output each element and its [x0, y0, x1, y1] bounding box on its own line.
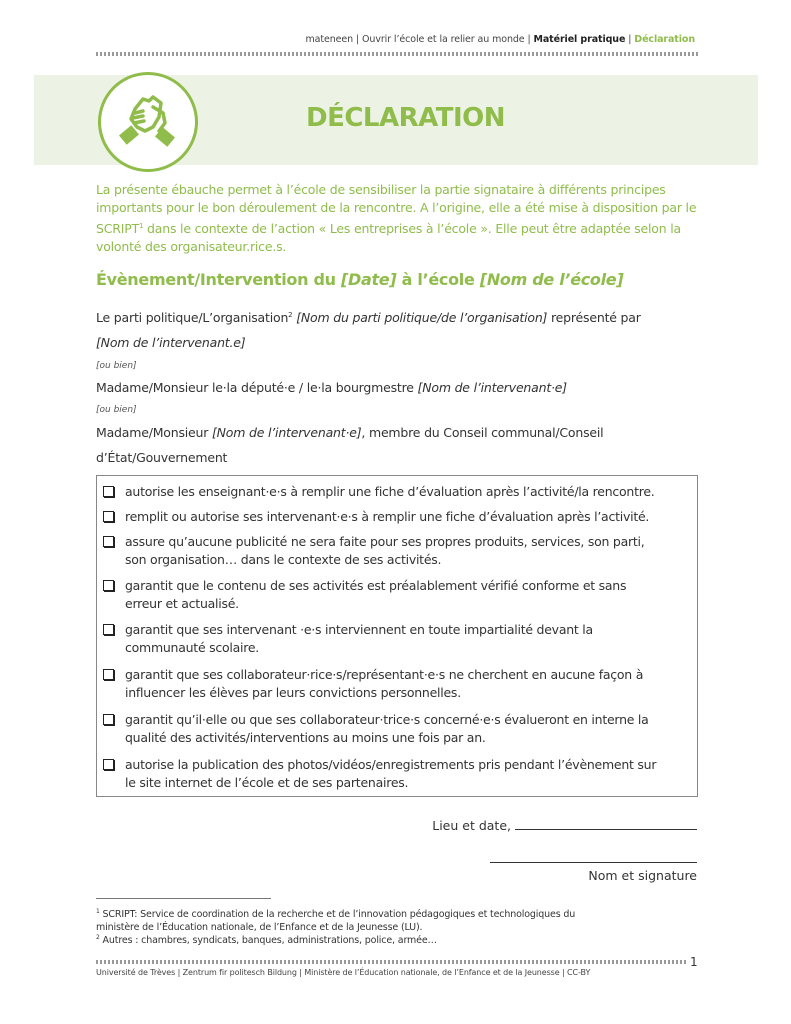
checkbox[interactable] [103, 759, 114, 770]
header-separator: | [356, 34, 360, 45]
intro-text: La présente ébauche permet à l’école de sensibiliser la partie signataire à différents principes importants pour le bon déroulement de la rencontre. A l’origine, elle a été mise à disposition par le SCRIPT [96, 182, 697, 237]
footnote-number: 2 [96, 934, 100, 941]
checkbox[interactable] [103, 511, 114, 522]
page-header [306, 34, 696, 45]
item-text: garantit que ses intervenant ·e·s interviennent en toute impartialité devant la [125, 622, 593, 637]
speaker-placeholder: [Nom de l’intervenant.e] [96, 335, 246, 350]
body-line [96, 310, 641, 325]
item-text: erreur et actualisé. [125, 596, 239, 611]
speaker-placeholder: [Nom de l’intervenant·e] [211, 425, 362, 440]
checkbox[interactable] [103, 536, 114, 547]
item-text: qualité des activités/interventions au moins une fois par an. [125, 730, 486, 745]
body-text: Madame/Monsieur [96, 425, 212, 440]
item-text: autorise la publication des photos/vidéos/enregistrements pris pendant l’évènement sur [125, 757, 657, 772]
header-category: Matériel pratique [533, 34, 626, 45]
item-text: garantit que le contenu de ses activités est préalablement vérifié conforme et sans [125, 578, 627, 593]
or-label: [ou bien] [96, 361, 137, 371]
footnote-divider [96, 898, 271, 899]
footnote-ref: 2 [288, 310, 293, 319]
footnote-text: Autres : chambres, syndicats, banques, administrations, police, armée… [99, 935, 437, 947]
footnote-ref: 1 [139, 222, 144, 230]
item-text: le site internet de l’école et de ses partenaires. [125, 775, 409, 790]
header-current: Déclaration [634, 34, 695, 45]
place-date-line[interactable] [515, 818, 697, 830]
footer-divider [96, 960, 686, 964]
item-text: garantit qu’il·elle ou que ses collaborateur·trice·s concerné·e·s évalueront en interne la [125, 712, 649, 727]
item-text: remplit ou autorise ses intervenant·e·s à remplir une fiche d’évaluation après l’activité. [125, 509, 650, 524]
body-line [96, 335, 245, 350]
page-footer: Université de Trèves | Zentrum fir politesch Bildung | Ministère de l’Éducation nationale, de l’Enfance et de la Jeunesse | CC-BY [96, 968, 591, 977]
checkbox[interactable] [103, 580, 114, 591]
signature-label: Nom et signature [588, 868, 697, 883]
or-label: [ou bien] [96, 405, 137, 415]
footnote-number: 1 [96, 908, 100, 915]
checkbox[interactable] [103, 669, 114, 680]
date-placeholder: [Date] [340, 270, 397, 289]
item-text: garantit que ses collaborateur·rice·s/représentant·e·s ne cherchent en aucune façon à [125, 667, 644, 682]
commitments-box [96, 475, 698, 797]
item-text: son organisation… dans le contexte de ses activités. [125, 552, 442, 567]
body-line: d’État/Gouvernement [96, 450, 228, 465]
header-separator: | [628, 34, 632, 45]
checkbox[interactable] [103, 624, 114, 635]
speaker-placeholder: [Nom de l’intervenant·e] [417, 380, 567, 395]
checklist-item[interactable] [103, 756, 693, 792]
header-divider [96, 52, 700, 56]
checkbox[interactable] [103, 714, 114, 725]
body-line [96, 380, 567, 395]
checklist-item[interactable] [103, 666, 693, 702]
footnote-text: SCRIPT: Service de coordination de la recherche et de l’innovation pédagogiques et technologiques du [99, 909, 576, 921]
body-text: représenté par [547, 310, 641, 325]
page-number: 1 [690, 955, 698, 969]
intro-text: dans le contexte de l’action « Les entreprises à l’école ». Elle peut être adaptée selon la volonté des organisateur.rice.s. [96, 221, 681, 255]
checklist-item[interactable] [103, 533, 693, 569]
header-separator: | [527, 34, 531, 45]
checklist-item[interactable] [103, 508, 693, 526]
item-text: communauté scolaire. [125, 640, 260, 655]
checkbox[interactable] [103, 486, 114, 497]
place-date-field[interactable] [432, 818, 697, 833]
org-placeholder: [Nom du parti politique/de l’organisation] [292, 310, 548, 325]
org-label: Le parti politique/L’organisation [96, 310, 289, 325]
item-text: autorise les enseignant·e·s à remplir une fiche d’évaluation après l’activité/la rencontre. [125, 484, 655, 499]
place-date-label: Lieu et date, [432, 818, 511, 833]
header-brand: mateneen [305, 34, 354, 45]
body-line [96, 425, 603, 440]
item-text: influencer les élèves par leurs convictions personnelles. [125, 685, 461, 700]
body-text: Madame/Monsieur le·la député·e / le·la bourgmestre [96, 380, 418, 395]
event-heading [96, 270, 623, 289]
intro-paragraph [96, 181, 706, 256]
checklist-item[interactable] [103, 577, 693, 613]
handshake-icon [98, 72, 198, 172]
heading-text: Évènement/Intervention du [96, 270, 341, 289]
checklist-item[interactable] [103, 711, 693, 747]
signature-line[interactable] [490, 862, 697, 863]
heading-text: à l’école [396, 270, 480, 289]
footnote-2 [96, 932, 716, 948]
body-text: , membre du Conseil communal/Conseil [361, 425, 604, 440]
checklist-item[interactable] [103, 483, 693, 501]
page-title: DÉCLARATION [306, 103, 506, 133]
school-placeholder: [Nom de l’école] [479, 270, 624, 289]
header-section: Ouvrir l’école et la relier au monde [362, 34, 525, 45]
footnote-1 [96, 906, 716, 934]
item-text: assure qu’aucune publicité ne sera faite pour ses propres produits, services, son parti, [125, 534, 645, 549]
footnote-text: ministère de l’Éducation nationale, de l’Enfance et de la Jeunesse (LU). [96, 921, 423, 933]
checklist-item[interactable] [103, 621, 693, 657]
